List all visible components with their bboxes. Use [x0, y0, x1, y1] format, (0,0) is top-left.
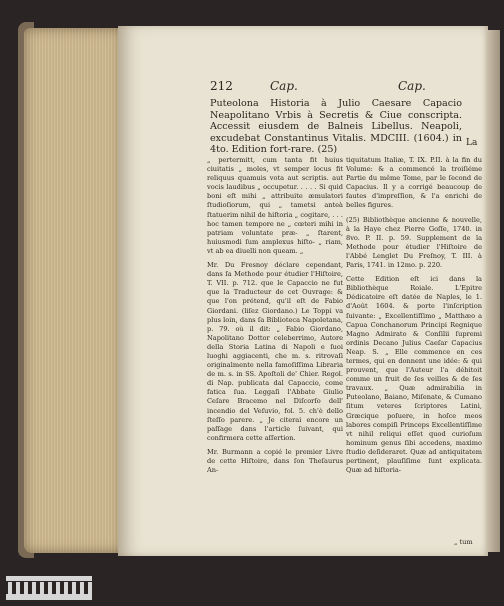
left-paragraph-1: „ pertermitt, cum tanta fit huius ciuitatis „ moles, vt semper locus fit reliquus quamuis vota aut scriptis. aut vocis laudibus „ occupetur. . . . . Si quid boni eſt mihi „ attribuite æmulatori ſtudioſiorum, qui „ tametsi anteà ſtatuerim nihil de hiſtoria „ cogitare, . . . hoc tamen tempore ne „ cœteri mihi in patriam voluntate præ- „ ſtarent, huiusmodi ſum amplexus hiſto- „ riam, vt ab ea diuelli non queam. „	[207, 156, 343, 255]
catch-word: La	[466, 138, 478, 148]
left-paragraph-3: Mr. Burmann a copié le premier Livre de cette Hiſtoire, dans ſon Theſaurus An-	[207, 447, 343, 475]
running-title-left: Cap.	[270, 79, 298, 93]
running-title-right: Cap.	[398, 79, 426, 93]
right-paragraph-1: tiquitatum Italiæ, T. IX. P.II. à la fin du Volume: & a commencé la troiſiéme Partie du même Tome, par le ſecond de Capacius. Il y a corrigé beaucoup de fautes d'impreſſion, & l'a enrichi de belles figures.	[346, 156, 482, 210]
page-number: 212	[210, 79, 233, 93]
left-paragraph-2: Mr. Du Fresnoy déclare cependant, dans ſa Methode pour étudier l'Hiſtoire, T. VII. p. 712. que le Capaccio ne fut que la Traducteur de cet Ouvrage: & que l'on prétend, qu'il eſt de Fabio Giordani. (liſez Giordano.) Le Toppi va plus loin, dans ſa Biblioteca Napoletana, p. 79. où il dit: „ Fabio Giordano, Napolitano Dottor celeberrimo, Autore della Storia Latina di Napoli e ſuoi luoghi aggiacenti, che m. s. ritrovaſi originalmente nella famoſiſſima Libraria de m. s. in SS. Apoſtoli de' Chier. Regol. di Nap. publicata dal Capaccio, come fatica ſua. Leggaſi l'Abbate Giulio Ceſare Bracemo nel Diſcorſo dell' incendio del Veſuvio, fol. 5. ch'è dello ſteſſo parere. „ Je citerai encore un paſſage dans l'article ſuivant, qui confirmera cette aſſertion.	[207, 261, 343, 442]
entry-title: Puteolona Historia à Julio Caesare Capacio Neapolitano Vrbis à Secretis & Ciue conscripta. Accessit eiusdem de Balneis Libellus. Neapoli, excudebat Constantinus Vitalis. MDCIII. (1604.) in 4to. Edition fort-rare. (25)	[210, 98, 462, 156]
bottom-catchword: „ tum	[454, 538, 473, 546]
right-paragraph-3: Cette Edition eſt ici dans la Bibliothèque Roiale. L'Epitre Dédicatoire eſt datée de Naples, le 1. d'Août 1604. & porte l'inſcription ſuivante: „ Excellentiſſimo „ Matthæo a Capua Conchanorum Principi Regnique Magno Admirato & Conſilii ſupremi ordinis Decano Julius Caeſar Capacius Neap. S. „ Elle commence en ces termes, qui en donnent une idée: & qui prouvent, que l'Auteur l'a débitoit comme un fruit de ſes veilles & de ſes travaux. „ Quæ admirabilia in Puteolano, Baiano, Miſenate, & Cumano ſitum veteres ſcriptores Latini, Græcique poſuere, in hoſce meos labores compiſi Princeps Excellentiſſime vt nihil reliqui eſſet quod curioſum hominum genus ſibi accedens, maximo ſtudio deſideraret. Quæ ad antiquitatem pertinent, plauſiſime ſunt explicata. Quæ ad hiſtoria-	[346, 275, 482, 475]
library-logo	[6, 576, 92, 602]
left-page-stack	[24, 28, 122, 553]
right-paragraph-2: (25) Bibliothèque ancienne & nouvelle, à la Haye chez Pierre Goſſe, 1740. in 8vo. P. II. p. 59. Supplement de la Methode pour étudier l'Hiſtoire de l'Abbé Lenglet Du Freſnoy, T. III. à Paris, 1741. in 12mo. p. 220.	[346, 215, 482, 270]
left-column	[207, 156, 343, 480]
right-column	[346, 156, 482, 480]
right-page-edge	[486, 30, 500, 552]
